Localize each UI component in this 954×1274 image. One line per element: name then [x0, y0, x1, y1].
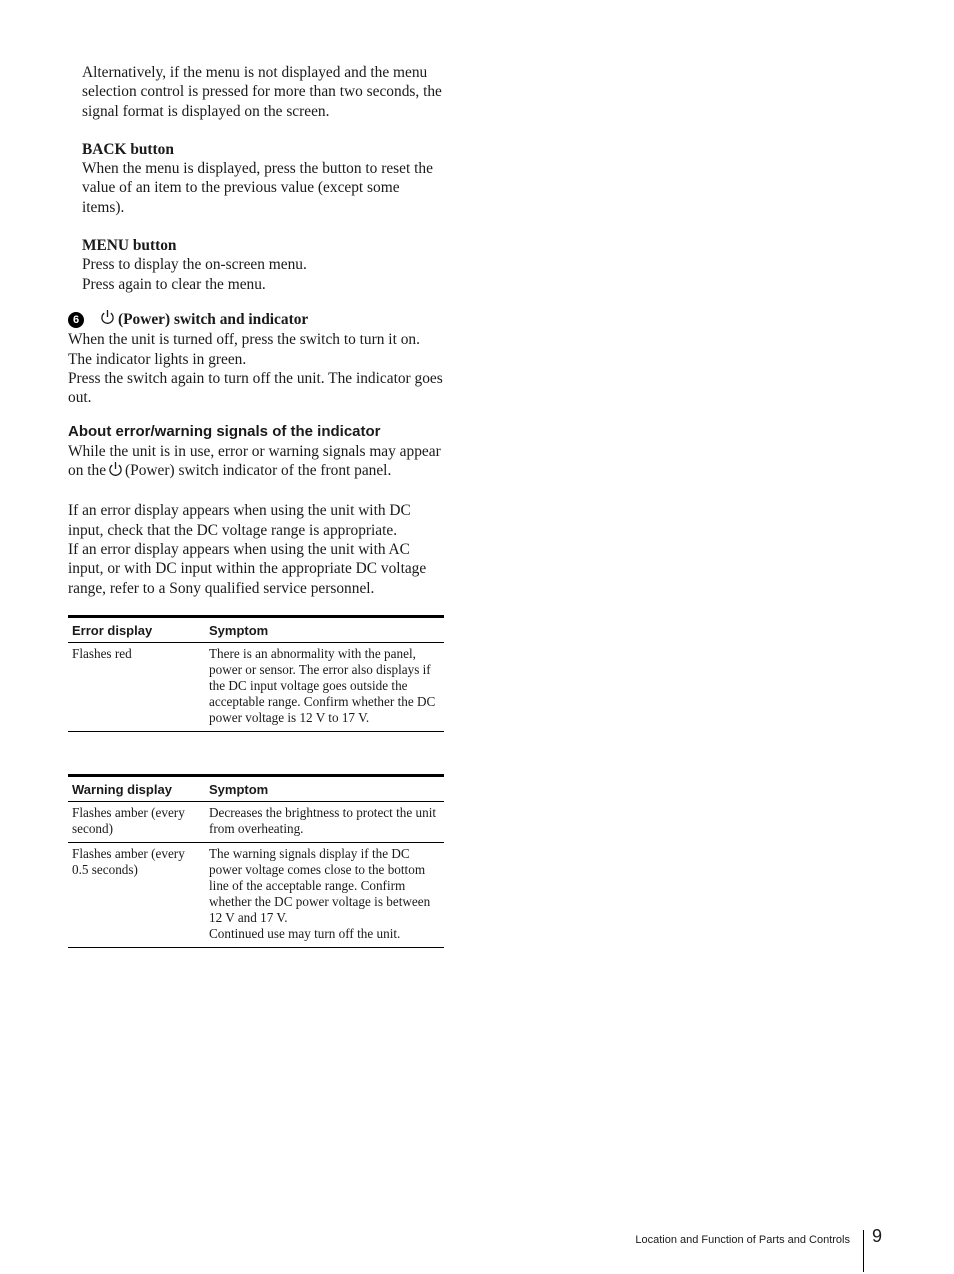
power-item-title: (Power) switch and indicator: [118, 310, 309, 328]
footer-divider: [863, 1230, 864, 1272]
error-section-heading: About error/warning signals of the indicator: [68, 423, 381, 441]
warning-display-table: [68, 774, 444, 948]
symptom-line-1: The warning signals display if the DC power voltage comes close to the bottom line of the acceptable range. Confirm whether the DC power voltage is between 12 V and 17 V.: [209, 845, 431, 925]
power-icon: [108, 461, 123, 482]
back-button-description: When the menu is displayed, press the button to reset the value of an item to the previous value (except some items).: [82, 160, 433, 216]
error-display-cell: Flashes red: [68, 642, 205, 731]
power-icon: [100, 309, 115, 330]
table-header-row: [68, 775, 444, 801]
power-description-1: When the unit is turned off, press the switch to turn it on. The indicator lights in green.: [68, 331, 420, 368]
column-header: Warning display: [68, 775, 205, 801]
column-header: Symptom: [205, 616, 444, 642]
table-row: [68, 842, 444, 947]
table-row: [68, 801, 444, 842]
intro-paragraph: Alternatively, if the menu is not displayed and the menu selection control is pressed for more than two seconds, the signal format is displayed on the screen.: [82, 64, 442, 120]
symptom-line-2: Continued use may turn off the unit.: [209, 925, 401, 941]
power-description-2: Press the switch again to turn off the unit. The indicator goes out.: [68, 369, 443, 407]
power-item-heading: [68, 309, 444, 330]
column-header: Error display: [68, 616, 205, 642]
symptom-cell: Decreases the brightness to protect the unit from overheating.: [205, 801, 444, 842]
page-number: 9: [872, 1226, 883, 1246]
error-p1-after: (Power) switch indicator of the front panel.: [125, 462, 392, 480]
error-section-paragraph-2: If an error display appears when using the unit with DC input, check that the DC voltage range is appropriate.: [68, 502, 411, 539]
table-header-row: [68, 616, 444, 642]
content-column: [68, 63, 444, 948]
warning-display-cell: Flashes amber (every 0.5 seconds): [68, 842, 205, 947]
item-number-badge: 6: [68, 312, 84, 328]
footer-section-title: Location and Function of Parts and Controls: [635, 1234, 850, 1246]
table-row: [68, 642, 444, 731]
menu-button-line-2: Press again to clear the menu.: [82, 275, 266, 293]
error-section-paragraph-1: [68, 442, 444, 483]
back-button-term: BACK button: [82, 140, 174, 158]
error-display-table: [68, 615, 444, 732]
page-footer: [580, 1226, 883, 1274]
column-header: Symptom: [205, 775, 444, 801]
menu-button-line-1: Press to display the on-screen menu.: [82, 256, 307, 274]
error-section-paragraph-3: If an error display appears when using the unit with AC input, or with DC input within the appropriate DC voltage range, refer to a Sony qualified service personnel.: [68, 540, 427, 597]
menu-button-term: MENU button: [82, 237, 177, 255]
warning-display-cell: Flashes amber (every second): [68, 801, 205, 842]
symptom-cell: There is an abnormality with the panel, power or sensor. The error also displays if the DC input voltage goes outside the acceptable range. Confirm whether the DC power voltage is 12 V to 17 V.: [205, 642, 444, 731]
error-p1-before: While the unit is in use, error or warning signals may appear on the: [68, 442, 441, 480]
symptom-cell: [205, 842, 444, 947]
